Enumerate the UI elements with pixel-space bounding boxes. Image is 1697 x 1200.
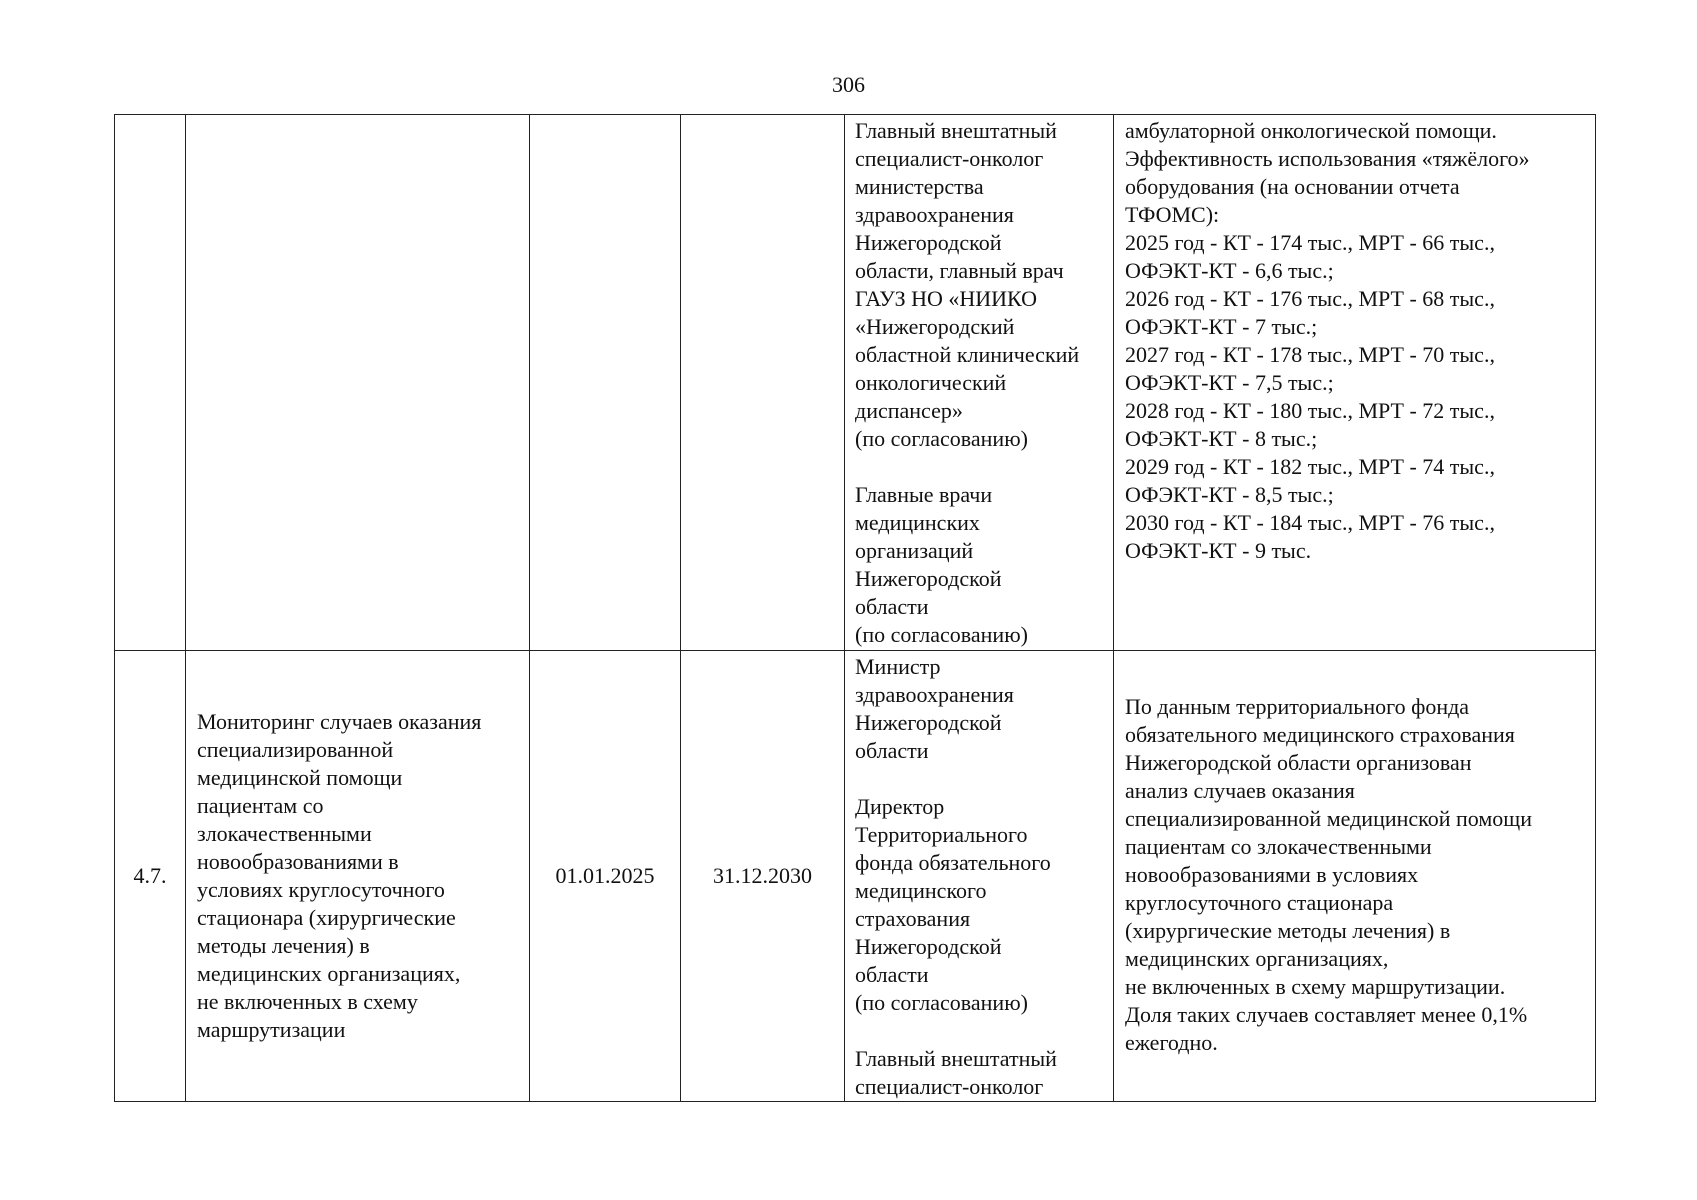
item-number-cell: 4.7. xyxy=(115,651,186,1102)
text-line: области xyxy=(855,738,929,763)
text-line: злокачественными xyxy=(197,821,372,846)
text-line: ОФЭКТ-КТ - 7 тыс.; xyxy=(1125,314,1318,339)
measure-name-cell xyxy=(186,651,530,1102)
page-number: 306 xyxy=(832,72,865,97)
text-line: (по согласованию) xyxy=(855,622,1028,647)
text-line: 2029 год - КТ - 182 тыс., МРТ - 74 тыс., xyxy=(1125,454,1495,479)
text-line: онкологический xyxy=(855,370,1007,395)
text-line: ОФЭКТ-КТ - 8,5 тыс.; xyxy=(1125,482,1334,507)
text-line: Нижегородской xyxy=(855,566,1002,591)
text-line: По данным территориального фонда xyxy=(1125,694,1470,719)
text-line: ОФЭКТ-КТ - 8 тыс.; xyxy=(1125,426,1318,451)
text-line: не включенных в схему маршрутизации. xyxy=(1125,974,1506,999)
text-line: диспансер» xyxy=(855,398,963,423)
text-line: медицинских xyxy=(855,510,980,535)
text-line: 2025 год - КТ - 174 тыс., МРТ - 66 тыс., xyxy=(1125,230,1495,255)
text-line: ОФЭКТ-КТ - 7,5 тыс.; xyxy=(1125,370,1334,395)
responsible-cell xyxy=(845,115,1114,651)
text-line: области, главный врач xyxy=(855,258,1064,283)
text-line: оборудования (на основании отчета xyxy=(1125,174,1460,199)
text-line: здравоохранения xyxy=(855,682,1014,707)
text-line: условиях круглосуточного xyxy=(197,877,445,902)
text-line: не включенных в схему xyxy=(197,989,418,1014)
start-date-cell xyxy=(530,115,681,651)
text-line: ежегодно. xyxy=(1125,1030,1218,1055)
text-line: медицинских организациях, xyxy=(197,961,461,986)
text-line: Главный внештатный xyxy=(855,1046,1057,1071)
text-line: анализ случаев оказания xyxy=(1125,778,1355,803)
text-line: ОФЭКТ-КТ - 9 тыс. xyxy=(1125,538,1312,563)
text-line: специалист-онколог xyxy=(855,146,1044,171)
text-line: амбулаторной онкологической помощи. xyxy=(1125,118,1497,143)
text-line: «Нижегородский xyxy=(855,314,1015,339)
text-line: Территориального xyxy=(855,822,1028,847)
text-line: пациентам со xyxy=(197,793,324,818)
text-line: ОФЭКТ-КТ - 6,6 тыс.; xyxy=(1125,258,1334,283)
text-line: Министр xyxy=(855,654,941,679)
result-cell xyxy=(1114,651,1596,1102)
text-line: Нижегородской области организован xyxy=(1125,750,1472,775)
text-line: 2026 год - КТ - 176 тыс., МРТ - 68 тыс., xyxy=(1125,286,1495,311)
text-line: 2027 год - КТ - 178 тыс., МРТ - 70 тыс., xyxy=(1125,342,1495,367)
text-line: специалист-онколог xyxy=(855,1074,1044,1099)
text-line: Главный внештатный xyxy=(855,118,1057,143)
table-row xyxy=(115,115,1596,651)
text-line: Мониторинг случаев оказания xyxy=(197,709,482,734)
text-line: Главные врачи xyxy=(855,482,993,507)
end-date-cell: 31.12.2030 xyxy=(681,651,845,1102)
text-line: медицинской помощи xyxy=(197,765,403,790)
text-line: фонда обязательного xyxy=(855,850,1051,875)
text-line: специализированной xyxy=(197,737,394,762)
text-line: круглосуточного стационара xyxy=(1125,890,1394,915)
text-line: методы лечения) в xyxy=(197,933,370,958)
text-line: здравоохранения xyxy=(855,202,1014,227)
text-line: области xyxy=(855,594,929,619)
text-line: 2030 год - КТ - 184 тыс., МРТ - 76 тыс., xyxy=(1125,510,1495,535)
text-line: обязательного медицинского страхования xyxy=(1125,722,1515,747)
text-line xyxy=(855,1017,1109,1045)
text-line: ТФОМС): xyxy=(1125,202,1220,227)
text-line: организаций xyxy=(855,538,974,563)
text-line: Нижегородской xyxy=(855,230,1002,255)
text-line xyxy=(855,765,1109,793)
text-line: (хирургические методы лечения) в xyxy=(1125,918,1451,943)
end-date-cell xyxy=(681,115,845,651)
measure-name-cell xyxy=(186,115,530,651)
text-line: ГАУЗ НО «НИИКО xyxy=(855,286,1038,311)
text-line: стационара (хирургические xyxy=(197,905,456,930)
text-line: маршрутизации xyxy=(197,1017,346,1042)
text-line: областной клинический xyxy=(855,342,1080,367)
table-row xyxy=(115,651,1596,1102)
text-line: Нижегородской xyxy=(855,710,1002,735)
text-line xyxy=(855,453,1109,481)
text-line: пациентам со злокачественными xyxy=(1125,834,1432,859)
measures-table xyxy=(114,114,1596,1102)
text-line: министерства xyxy=(855,174,984,199)
text-line: 2028 год - КТ - 180 тыс., МРТ - 72 тыс., xyxy=(1125,398,1495,423)
text-line: новообразованиями в xyxy=(197,849,399,874)
text-line: Нижегородской xyxy=(855,934,1002,959)
text-line: (по согласованию) xyxy=(855,426,1028,451)
text-line: специализированной медицинской помощи xyxy=(1125,806,1532,831)
start-date-cell: 01.01.2025 xyxy=(530,651,681,1102)
text-line: новообразованиями в условиях xyxy=(1125,862,1419,887)
text-line: (по согласованию) xyxy=(855,990,1028,1015)
text-line: Эффективность использования «тяжёлого» xyxy=(1125,146,1530,171)
text-line: области xyxy=(855,962,929,987)
text-line: медицинского xyxy=(855,878,987,903)
text-line: Доля таких случаев составляет менее 0,1% xyxy=(1125,1002,1528,1027)
text-line: страхования xyxy=(855,906,971,931)
responsible-cell xyxy=(845,651,1114,1102)
text-line: Директор xyxy=(855,794,945,819)
text-line: медицинских организациях, xyxy=(1125,946,1389,971)
item-number-cell xyxy=(115,115,186,651)
result-cell xyxy=(1114,115,1596,651)
